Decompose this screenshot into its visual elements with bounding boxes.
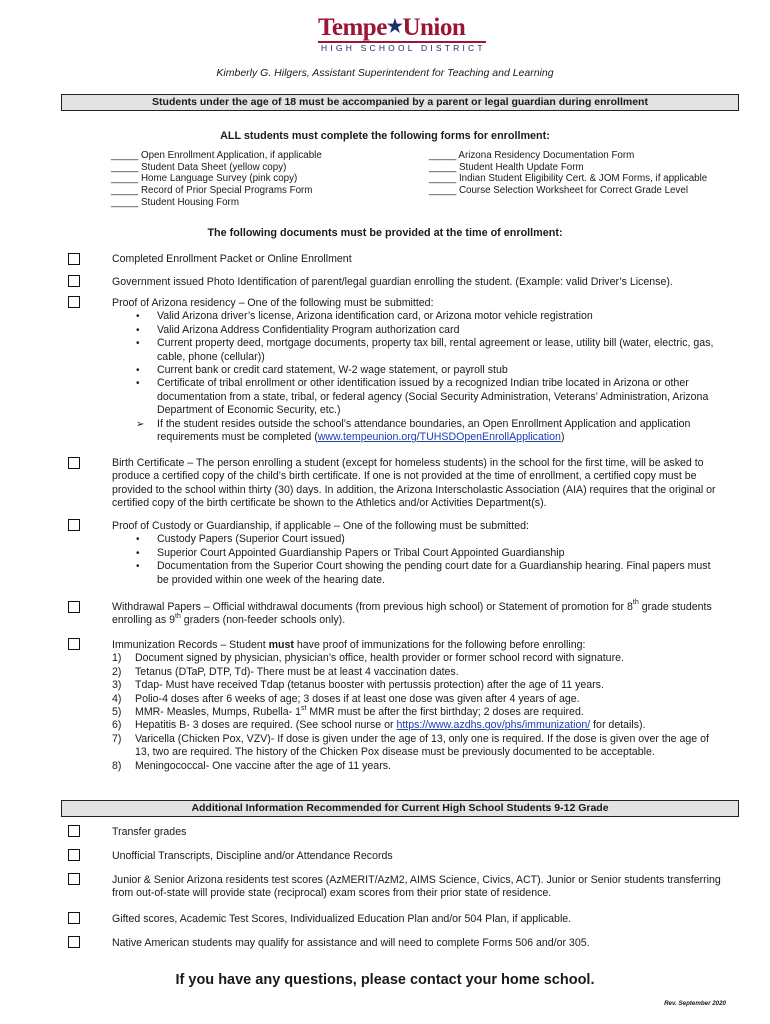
list-item: • Superior Court Appointed Guardianship Papers or Tribal Court Appointed Guardianship bbox=[136, 547, 724, 560]
forms-list-right bbox=[429, 150, 707, 197]
forms-heading: ALL students must complete the following forms for enrollment: bbox=[220, 130, 550, 142]
form-item: _____ Course Selection Worksheet for Correct Grade Level bbox=[429, 185, 689, 197]
item-residency bbox=[112, 297, 724, 444]
checkbox-withdrawal[interactable] bbox=[68, 601, 80, 613]
revision-date: Rev. September 2020 bbox=[664, 1000, 726, 1007]
list-item: 6) Hepatitis B- 3 doses are required. (See school nurse or https://www.azdhs.gov/phs/immunization/ for details). bbox=[112, 719, 646, 732]
checkbox-native-american[interactable] bbox=[68, 936, 80, 948]
list-item: 5) MMR- Measles, Mumps, Rubella- 1st MMR must be after the first birthday; 2 doses are required. bbox=[112, 704, 584, 719]
immunization-intro: Immunization Records – Student must have proof of immunizations for the following before enrolling: bbox=[112, 639, 586, 651]
item-custody bbox=[112, 520, 724, 587]
form-item: _____ Student Health Update Form bbox=[429, 161, 584, 173]
item-transcripts: Unofficial Transcripts, Discipline and/or Attendance Records bbox=[112, 850, 393, 862]
checkbox-immunization[interactable] bbox=[68, 638, 80, 650]
form-item: _____ Indian Student Eligibility Cert. & JOM Forms, if applicable bbox=[429, 173, 708, 185]
logo-subtitle: HIGH SCHOOL DISTRICT bbox=[321, 43, 486, 53]
page-subtitle: Kimberly G. Hilgers, Assistant Superintendent for Teaching and Learning bbox=[216, 67, 554, 79]
list-item: 4) Polio-4 doses after 6 weeks of age; 3 doses if at least one dose was given after 4 years of age. bbox=[112, 692, 580, 705]
list-item: • Certificate of tribal enrollment or other identification issued by a recognized Indian tribe located in Arizona or other documentation from a state, tribal, or federal agency (Social Security Administration, Veterans’ Administration, Arizona Department of Economic Security, etc.) bbox=[136, 377, 724, 417]
item-gifted-scores: Gifted scores, Academic Test Scores, Individualized Education Plan and/or 504 Plan, if applicable. bbox=[112, 913, 572, 925]
list-item: • Valid Arizona driver’s license, Arizona identification card, or Arizona motor vehicle registration bbox=[136, 310, 724, 323]
documents-heading: The following documents must be provided at the time of enrollment: bbox=[207, 227, 563, 239]
form-item: _____ Arizona Residency Documentation Form bbox=[429, 150, 635, 161]
item-native-american: Native American students may qualify for assistance and will need to complete Forms 506 and/or 305. bbox=[112, 937, 590, 949]
checkbox-birth-certificate[interactable] bbox=[68, 457, 80, 469]
item-birth-certificate: Birth Certificate – The person enrolling a student (except for homeless students) in the school for the first time, will be asked to produce a certified copy of the child’s birth certificate. If one is not provided at the time of enrollment, a certified copy must be provided to the school within thirty (30) days. In addition, the Arizona Interscholastic Association (AIA) requires that the original or certified copy of the birth certificate be shown to the Athletics and/or Activities Department(s). bbox=[112, 457, 716, 510]
age-requirement-banner: Students under the age of 18 must be accompanied by a parent or legal guardian during enrollment bbox=[61, 94, 739, 111]
open-enrollment-link[interactable]: www.tempeunion.org/TUHSDOpenEnrollApplication bbox=[317, 431, 561, 444]
checkbox-enrollment-packet[interactable] bbox=[68, 253, 80, 265]
list-item: • Valid Arizona Address Confidentiality Program authorization card bbox=[136, 324, 724, 337]
custody-intro: Proof of Custody or Guardianship, if applicable – One of the following must be submitted: bbox=[112, 520, 529, 532]
azdhs-immunization-link[interactable]: https://www.azdhs.gov/phs/immunization/ bbox=[396, 719, 591, 732]
item-immunization bbox=[112, 639, 724, 773]
list-item: 7) Varicella (Chicken Pox, VZV)- If dose is given under the age of 13, only one is required. If the dose is given over the age of 13, two are required. The history of the Chicken Pox disease must be previously documented to be acceptable. bbox=[112, 732, 709, 759]
item-withdrawal: Withdrawal Papers – Official withdrawal documents (from previous high school) or Statement of promotion for 8th grade students enrolling as 9th graders (non-feeder schools only). bbox=[112, 599, 712, 627]
form-item: _____ Student Housing Form bbox=[111, 196, 239, 208]
star-icon: ★ bbox=[386, 16, 403, 36]
checkbox-test-scores[interactable] bbox=[68, 873, 80, 885]
checkbox-photo-id[interactable] bbox=[68, 275, 80, 287]
item-transfer-grades: Transfer grades bbox=[112, 826, 187, 838]
item-photo-id: Government issued Photo Identification of parent/legal guardian enrolling the student. (Example: valid Driver’s License). bbox=[112, 276, 673, 288]
checkbox-transfer-grades[interactable] bbox=[68, 825, 80, 837]
list-item: 2) Tetanus (DTaP, DTP, Td)- There must be at least 4 vaccination dates. bbox=[112, 665, 459, 678]
forms-list-left bbox=[111, 150, 322, 209]
list-item: • Documentation from the Superior Court showing the pending court date for a Guardianship hearing. Final papers must be provided within one week of the hearing date. bbox=[136, 560, 724, 587]
checkbox-transcripts[interactable] bbox=[68, 849, 80, 861]
district-logo bbox=[318, 14, 488, 56]
list-item: 8) Meningococcal- One vaccine after the age of 11 years. bbox=[112, 759, 391, 772]
item-test-scores: Junior & Senior Arizona residents test scores (AzMERIT/AzM2, AIMS Science, Civics, ACT). Junior or Senior students transferring from out-of-state will provide state (reciprocal) exam scores from their prior state of residence. bbox=[112, 874, 721, 900]
additional-info-banner: Additional Information Recommended for Current High School Students 9-12 Grade bbox=[61, 800, 739, 817]
list-item: 3) Tdap- Must have received Tdap (tetanus booster with pertussis protection) after the age of 11 years. bbox=[112, 679, 604, 692]
form-item: _____ Home Language Survey (pink copy) bbox=[111, 173, 298, 185]
checkbox-residency[interactable] bbox=[68, 296, 80, 308]
list-item: • Current bank or credit card statement, W-2 wage statement, or payroll stub bbox=[136, 364, 724, 377]
list-item: • Custody Papers (Superior Court issued) bbox=[136, 533, 724, 546]
list-item: ➢ If the student resides outside the school’s attendance boundaries, an Open Enrollment Application and application requirements must be completed (www.tempeunion.org/TUHSDOpenEnrollApplication) bbox=[136, 418, 724, 445]
residency-intro: Proof of Arizona residency – One of the following must be submitted: bbox=[112, 297, 434, 309]
form-item: _____ Record of Prior Special Programs Form bbox=[111, 185, 313, 197]
item-enrollment-packet: Completed Enrollment Packet or Online Enrollment bbox=[112, 253, 352, 265]
list-item: 1) Document signed by physician, physician’s office, health provider or former school record with signature. bbox=[112, 652, 624, 665]
checkbox-custody[interactable] bbox=[68, 519, 80, 531]
form-item: _____ Student Data Sheet (yellow copy) bbox=[111, 161, 287, 173]
checkbox-gifted-scores[interactable] bbox=[68, 912, 80, 924]
logo-wordmark: Tempe★Union bbox=[318, 14, 466, 41]
contact-footer: If you have any questions, please contact your home school. bbox=[175, 972, 595, 988]
list-item: • Current property deed, mortgage documents, property tax bill, rental agreement or lease, utility bill (water, electric, gas, cable, phone (cellular)) bbox=[136, 337, 724, 364]
form-item: _____ Open Enrollment Application, if applicable bbox=[111, 150, 322, 161]
